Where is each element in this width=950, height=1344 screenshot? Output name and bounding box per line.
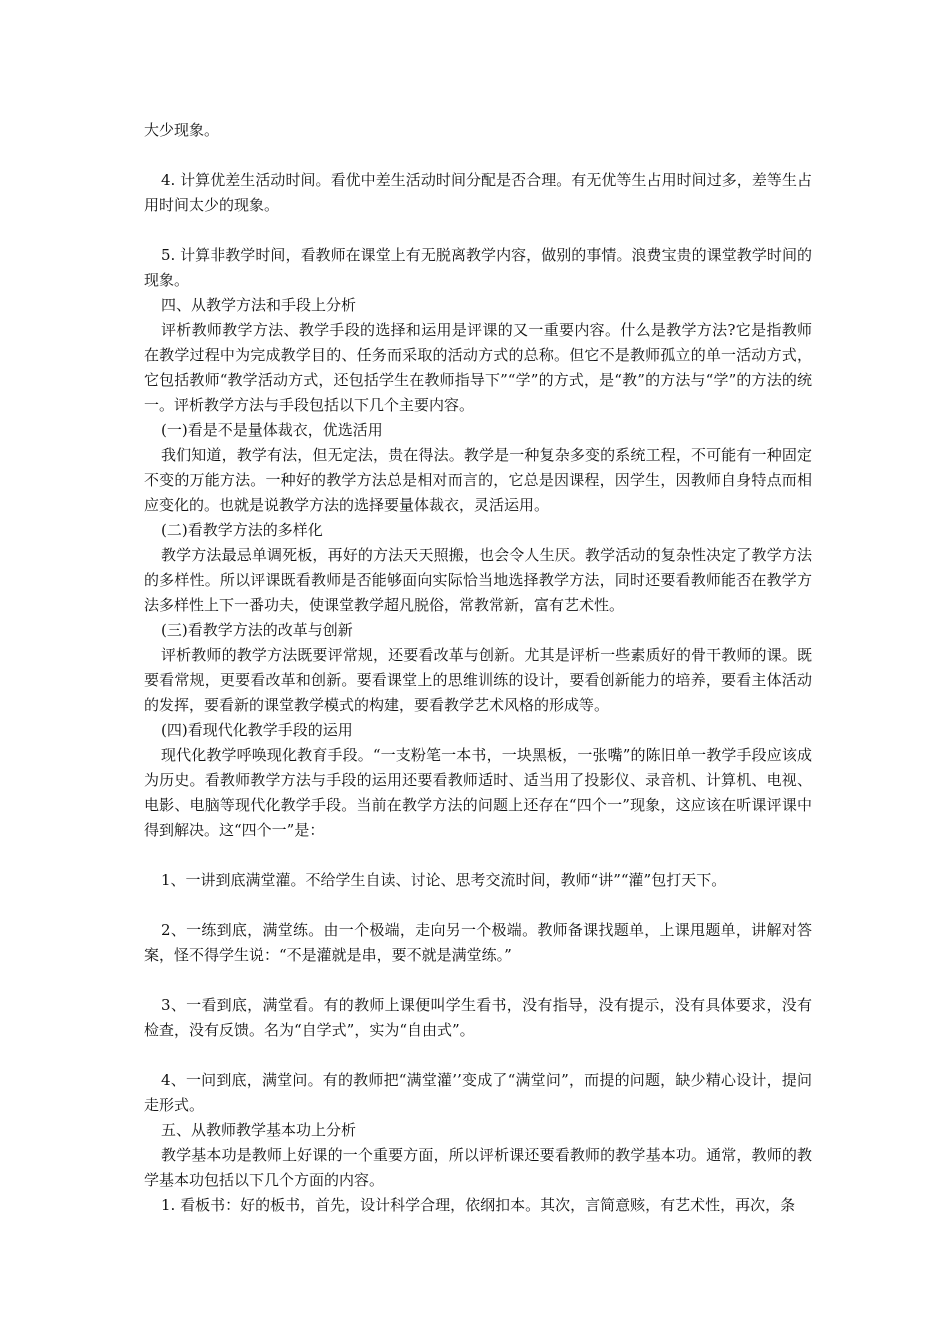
list-item: 3、一看到底，满堂看。有的教师上课便叫学生看书，没有指导，没有提示，没有具体要求，没有检查，没有反馈。名为“自学式”，实为“自由式”。	[144, 996, 812, 1039]
paragraph: 评析教师的教学方法既要评常规，还要看改革与创新。尤其是评析一些素质好的骨干教师的课。既要看常规，更要看改革和创新。要看课堂上的思维训练的设计，要看创新能力的培养，要看主体活动的发挥，要看新的课堂教学模式的构建，要看教学艺术风格的形成等。	[144, 646, 812, 714]
blank-line	[144, 218, 812, 243]
paragraph: 评析教师教学方法、教学手段的选择和运用是评课的又一重要内容。什么是教学方法?它是指教师在教学过程中为完成教学目的、任务而采取的活动方式的总称。但它不是教师孤立的单一活动方式，它包括教师“教学活动方式，还包括学生在教师指导下”“学”的方式，是“教”的方法与“学”的方法的统一。评析教学方法与手段包括以下几个主要内容。	[144, 321, 812, 414]
subsection-heading: (三)看教学方法的改革与创新	[161, 621, 353, 639]
paragraph: 大少现象。	[144, 121, 220, 139]
paragraph: 教学基本功是教师上好课的一个重要方面，所以评析课还要看教师的教学基本功。通常，教师的教学基本功包括以下几个方面的内容。	[144, 1146, 812, 1189]
subsection-heading: (四)看现代化教学手段的运用	[161, 721, 353, 739]
blank-line	[144, 1043, 812, 1068]
section-heading: 五、从教师教学基本功上分析	[161, 1121, 357, 1139]
list-item: 2、一练到底，满堂练。由一个极端，走向另一个极端。教师备课找题单，上课甩题单，讲解对答案，怪不得学生说：“不是灌就是串，要不就是满堂练。”	[144, 921, 812, 964]
paragraph: 5. 计算非教学时间，看教师在课堂上有无脱离教学内容，做别的事情。浪费宝贵的课堂教学时间的现象。	[144, 246, 812, 289]
paragraph: 我们知道，教学有法，但无定法，贵在得法。教学是一种复杂多变的系统工程，不可能有一种固定不变的万能方法。一种好的教学方法总是相对而言的，它总是因课程，因学生，因教师自身特点而相应变化的。也就是说教学方法的选择要量体裁衣，灵活运用。	[144, 446, 812, 514]
subsection-heading: (一)看是不是量体裁衣，优选活用	[161, 421, 383, 439]
subsection-heading: (二)看教学方法的多样化	[161, 521, 323, 539]
paragraph: 教学方法最忌单调死板，再好的方法天天照搬，也会令人生厌。教学活动的复杂性决定了教学方法的多样性。所以评课既看教师是否能够面向实际恰当地选择教学方法，同时还要看教师能否在教学方法多样性上下一番功夫，使课堂教学超凡脱俗，常教常新，富有艺术性。	[144, 546, 812, 614]
paragraph: 现代化教学呼唤现化教育手段。“一支粉笔一本书，一块黑板，一张嘴”的陈旧单一教学手段应该成为历史。看教师教学方法与手段的运用还要看教师适时、适当用了投影仪、录音机、计算机、电视、电影、电脑等现代化教学手段。当前在教学方法的问题上还存在“四个一”现象，这应该在听课评课中得到解决。这“四个一”是：	[144, 746, 812, 839]
list-item: 1、一讲到底满堂灌。不给学生自读、讨论、思考交流时间，教师“讲”“灌”包打天下。	[161, 871, 727, 889]
document-body	[144, 118, 812, 1218]
blank-line	[144, 893, 812, 918]
list-item: 1. 看板书：好的板书，首先，设计科学合理，依纲扣本。其次，言简意赅，有艺术性，再次，条	[161, 1196, 796, 1214]
paragraph: 4. 计算优差生活动时间。看优中差生活动时间分配是否合理。有无优等生占用时间过多，差等生占用时间太少的现象。	[144, 171, 812, 214]
blank-line	[144, 968, 812, 993]
blank-line	[144, 143, 812, 168]
list-item: 4、一问到底，满堂问。有的教师把“满堂灌’’变成了“满堂问”，而提的问题，缺少精心设计，提问走形式。	[144, 1071, 812, 1114]
blank-line	[144, 843, 812, 868]
section-heading: 四、从教学方法和手段上分析	[161, 296, 357, 314]
